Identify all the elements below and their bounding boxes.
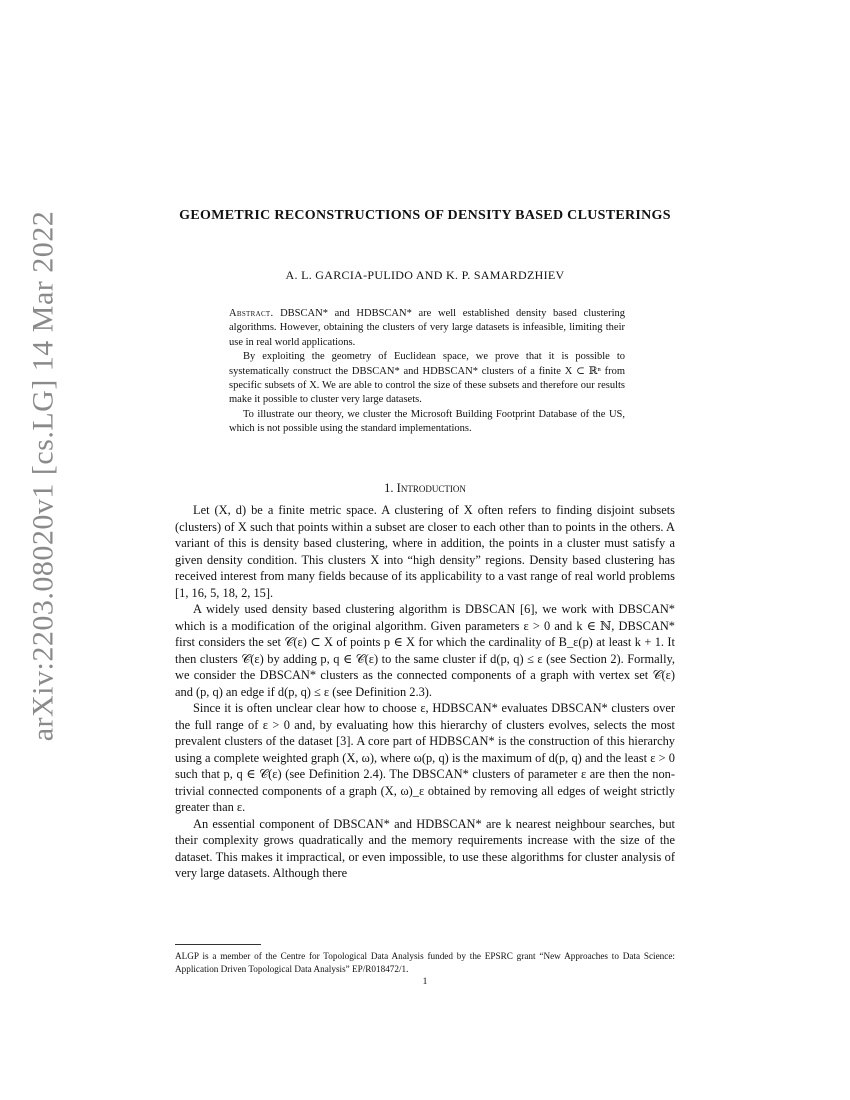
page-number: 1 [422, 977, 428, 987]
section-heading [175, 481, 675, 496]
arxiv-identifier-text: arXiv:2203.08020v1 [cs.LG] 14 Mar 2022 [26, 210, 59, 742]
footnote [175, 950, 675, 975]
paper-title: GEOMETRIC RECONSTRUCTIONS OF DENSITY BASED CLUSTERINGS [179, 208, 671, 223]
body-paragraph: An essential component of DBSCAN* and HDBSCAN* are k nearest neighbour searches, but their complexity grows quadratically and the memory requirements increase with the size of the dataset. This makes it impractical, or even impossible, to use these algorithms for cluster analysis of very large datasets. Although there [175, 816, 675, 880]
paper-authors: A. L. GARCIA-PULIDO AND K. P. SAMARDZHIEV [285, 268, 565, 282]
abstract-paragraph: By exploiting the geometry of Euclidean space, we prove that it is possible to systematically construct the DBSCAN* and HDBSCAN* clusters of a finite X ⊂ ℝⁿ from specific subsets of X. We are able to control the size of these subsets and therefore our results make it possible to cluster very large datasets. [229, 351, 625, 406]
section-number: 1. [384, 481, 394, 495]
body-text [175, 502, 675, 882]
body-paragraph: Since it is often unclear clear how to choose ε, HDBSCAN* evaluates DBSCAN* clusters over the full range of ε > 0 and, by evaluating how this hierarchy of clusters evolves, selects the most prevalent clusters of the dataset [3]. A core part of HDBSCAN* is the construction of this hierarchy using a complete weighted graph (X, ω), where ω(p, q) is the maximum of d(p, q) and the least ε > 0 such that p, q ∈ 𝒞(ε) (see Definition 2.4). The DBSCAN* clusters of parameter ε are then the non-trivial connected components of a graph (X, ω)_ε obtained by removing all edges of weight strictly greater than ε. [175, 701, 675, 814]
abstract-paragraph: To illustrate our theory, we cluster the Microsoft Building Footprint Database of the US, which is not possible using the standard implementations. [229, 408, 625, 435]
section-title: Introduction [396, 481, 466, 495]
abstract-label: Abstract. [229, 308, 274, 319]
abstract-paragraph [229, 307, 625, 350]
footnote-rule [175, 944, 261, 945]
arxiv-identifier [18, 210, 68, 742]
body-paragraph: A widely used density based clustering algorithm is DBSCAN [6], we work with DBSCAN* which is a modification of the original algorithm. Given parameters ε > 0 and k ∈ ℕ, DBSCAN* first considers the set 𝒞(ε) ⊂ X of points p ∈ X for which the cardinality of B_ε(p) at least k + 1. It then clusters 𝒞(ε) by adding p, q ∈ 𝒞(ε) to the same cluster if d(p, q) ≤ ε (see Section 2). Formally, we consider the DBSCAN* clusters as the connected components of a graph with vertex set 𝒞(ε) and (p, q) an edge if d(p, q) ≤ ε (see Definition 2.3). [175, 602, 675, 699]
abstract-text-1: DBSCAN* and HDBSCAN* are well established density based clustering algorithms. However, obtaining the clusters of very large datasets is infeasible, limiting their use in real world applications. [229, 308, 625, 348]
footnote-text: ALGP is a member of the Centre for Topological Data Analysis funded by the EPSRC grant “New Approaches to Data Science: Application Driven Topological Data Analysis” EP/R018472/1. [175, 951, 675, 974]
body-paragraph: Let (X, d) be a finite metric space. A clustering of X often refers to finding disjoint subsets (clusters) of X such that points within a subset are closer to each other than to points in the others. A variant of this is density based clustering, where in addition, the points in a cluster must satisfy a given density condition. This clusters X into “high density” regions. Density based clustering has received interest from many fields because of its applicability to a vast range of real world problems [1, 16, 5, 18, 2, 15]. [175, 503, 675, 600]
abstract [229, 307, 625, 437]
